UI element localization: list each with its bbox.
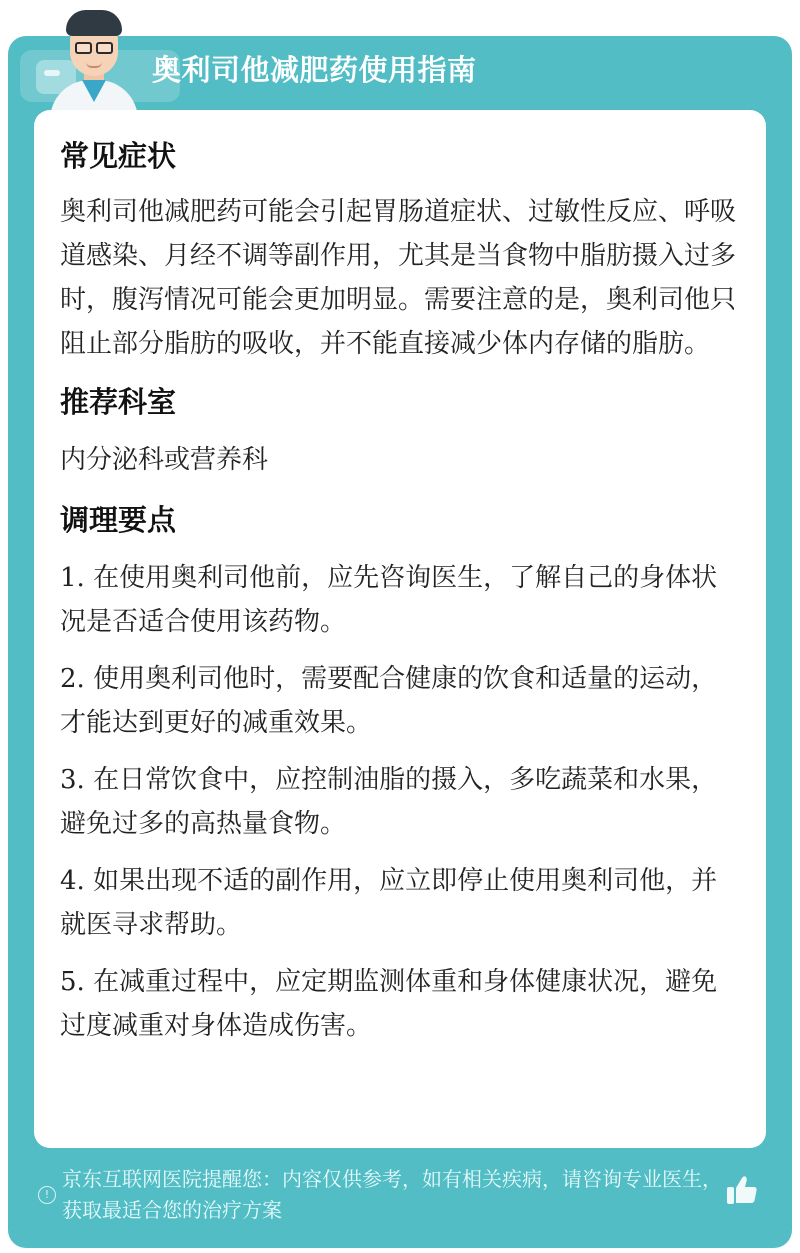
list-item-number: 2. <box>60 664 85 694</box>
section-title-care: 调理要点 <box>60 503 177 537</box>
doctor-avatar <box>44 4 144 112</box>
page-title: 奥利司他减肥药使用指南 <box>152 53 477 87</box>
list-item-number: 5. <box>60 967 85 997</box>
list-item <box>60 657 740 745</box>
section-title-department: 推荐科室 <box>60 385 177 419</box>
department-text: 内分泌科或营养科 <box>60 445 269 475</box>
avatar-glasses-right <box>96 42 113 54</box>
info-icon: ! <box>38 1186 56 1204</box>
section-title-symptoms: 常见症状 <box>60 139 177 173</box>
avatar-glasses-left <box>75 42 92 54</box>
list-item-text: 如果出现不适的副作用，应立即停止使用奥利司他，并就医寻求帮助。 <box>60 866 718 940</box>
list-item-number: 3. <box>60 765 85 795</box>
list-item <box>60 758 740 846</box>
avatar-hair <box>66 10 122 36</box>
care-tips-list <box>60 556 740 1048</box>
list-item-text: 在减重过程中，应定期监测体重和身体健康状况，避免过度减重对身体造成伤害。 <box>60 967 718 1041</box>
list-item <box>60 556 740 644</box>
thumbs-up-icon[interactable] <box>724 1172 760 1208</box>
list-item <box>60 960 740 1048</box>
list-item <box>60 859 740 947</box>
list-item-text: 使用奥利司他时，需要配合健康的饮食和适量的运动，才能达到更好的减重效果。 <box>60 664 718 738</box>
list-item-number: 4. <box>60 866 85 896</box>
list-item-number: 1. <box>60 563 85 593</box>
list-item-text: 在使用奥利司他前，应先咨询医生，了解自己的身体状况是否适合使用该药物。 <box>60 563 718 637</box>
symptoms-text: 奥利司他减肥药可能会引起胃肠道症状、过敏性反应、呼吸道感染、月经不调等副作用，尤其是当食物中脂肪摄入过多时，腹泻情况可能会更加明显。需要注意的是，奥利司他只阻止部分脂肪的吸收，并不能直接减少体内存储的脂肪。 <box>60 197 737 359</box>
list-item-text: 在日常饮食中，应控制油脂的摄入，多吃蔬菜和水果，避免过多的高热量食物。 <box>60 765 718 839</box>
footer-disclaimer: 京东互联网医院提醒您：内容仅供参考，如有相关疾病，请咨询专业医生，获取最适合您的治疗方案 <box>62 1167 722 1222</box>
content-card <box>34 110 766 1148</box>
